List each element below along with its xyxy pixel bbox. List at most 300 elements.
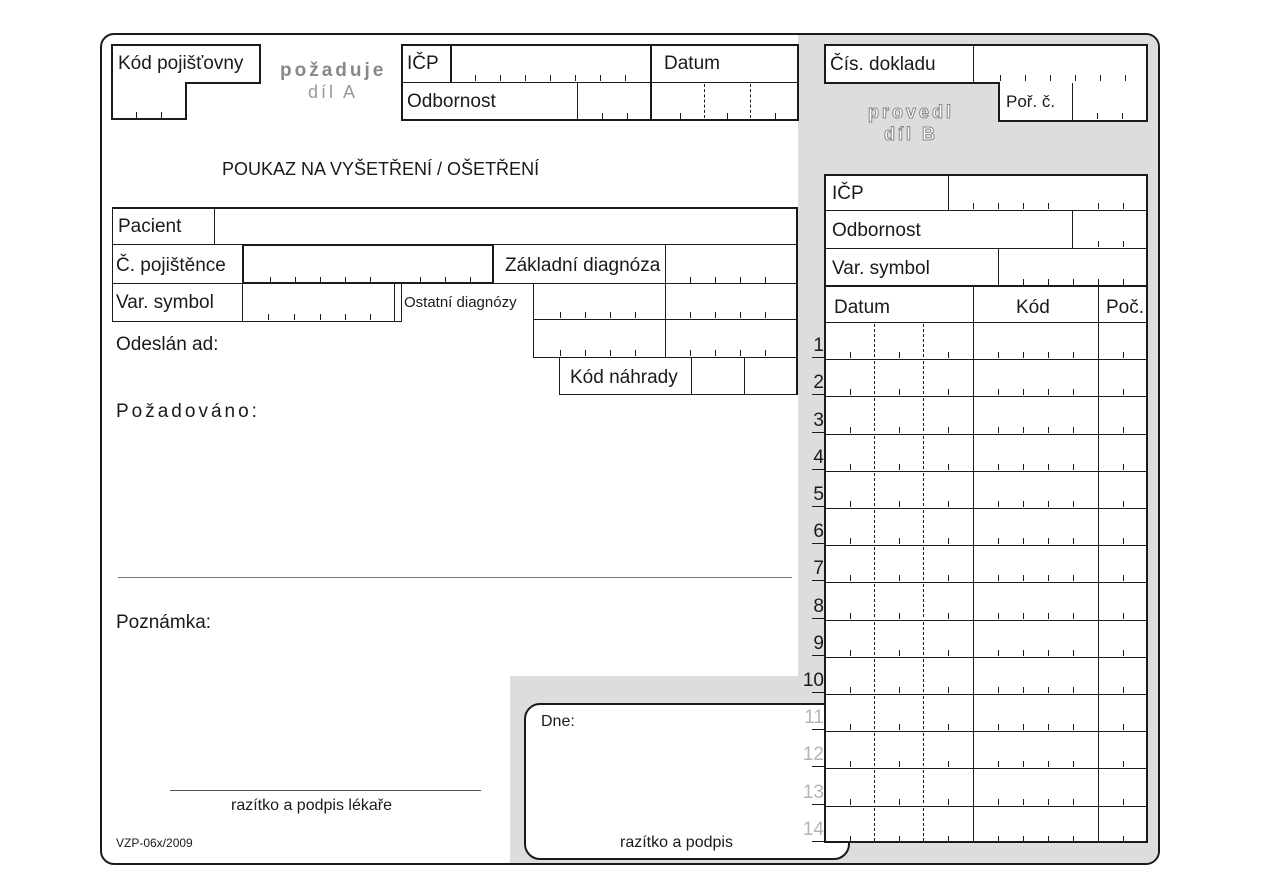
tick-mark — [740, 312, 741, 318]
tick-mark — [1023, 799, 1024, 805]
row-divider — [825, 731, 1147, 732]
tick-mark — [998, 724, 999, 730]
tick-mark — [635, 350, 636, 356]
tick-mark — [850, 575, 851, 581]
tick-mark — [602, 113, 603, 119]
tick-mark — [998, 761, 999, 767]
insured-number-label: Č. pojištěnce — [116, 255, 226, 276]
tick-mark — [320, 277, 321, 283]
tick-mark — [775, 113, 776, 119]
tick-mark — [1073, 724, 1074, 730]
divider — [214, 208, 215, 245]
tick-mark — [948, 427, 949, 433]
divider — [242, 284, 243, 321]
tick-mark — [1048, 836, 1049, 842]
tick-mark — [1048, 501, 1049, 507]
date-separator — [923, 696, 924, 729]
divider — [118, 577, 792, 578]
tick-mark — [1123, 575, 1124, 581]
tick-mark — [370, 277, 371, 283]
tick-mark — [850, 427, 851, 433]
patient-label: Pacient — [118, 216, 182, 237]
divider — [796, 207, 798, 395]
tick-mark — [899, 613, 900, 619]
date-separator — [923, 733, 924, 766]
icp-label: IČP — [407, 53, 439, 74]
tick-mark — [1048, 538, 1049, 544]
row-number: 14 — [802, 819, 824, 840]
tick-mark — [680, 113, 681, 119]
tick-mark — [1122, 113, 1123, 119]
date-separator — [874, 510, 875, 543]
tick-mark — [1123, 650, 1124, 656]
tick-mark — [610, 350, 611, 356]
date-separator — [874, 733, 875, 766]
tick-mark — [998, 799, 999, 805]
tick-mark — [715, 350, 716, 356]
tick-mark — [948, 724, 949, 730]
part-b-var-symbol-label: Var. symbol — [832, 258, 930, 279]
tick-mark — [1073, 352, 1074, 358]
divider — [559, 394, 797, 395]
tick-mark — [550, 75, 551, 81]
date-separator — [923, 808, 924, 841]
row-stub — [812, 394, 825, 395]
tick-mark — [1048, 389, 1049, 395]
tick-mark — [1048, 352, 1049, 358]
tick-mark — [1123, 464, 1124, 470]
sent-from-label: Odeslán ad: — [116, 334, 219, 355]
tick-mark — [1073, 687, 1074, 693]
insurer-code-field[interactable] — [111, 82, 187, 120]
tick-mark — [715, 277, 716, 283]
tick-mark — [1048, 761, 1049, 767]
tick-mark — [998, 352, 999, 358]
tick-mark — [850, 650, 851, 656]
tick-mark — [899, 650, 900, 656]
divider — [825, 248, 1147, 249]
row-number: 6 — [813, 521, 824, 542]
tick-mark — [998, 687, 999, 693]
tick-mark — [899, 538, 900, 544]
tick-mark — [627, 113, 628, 119]
tick-mark — [1098, 241, 1099, 247]
tick-mark — [560, 350, 561, 356]
tick-mark — [973, 203, 974, 209]
tick-mark — [1048, 613, 1049, 619]
tick-mark — [1025, 75, 1026, 81]
tick-mark — [899, 464, 900, 470]
row-divider — [825, 694, 1147, 695]
tick-mark — [1050, 75, 1051, 81]
tick-mark — [948, 389, 949, 395]
tick-mark — [1123, 427, 1124, 433]
date-separator — [874, 584, 875, 617]
divider — [533, 319, 797, 320]
row-number: 12 — [802, 744, 824, 765]
date-separator — [923, 436, 924, 469]
stamp-date-label: Dne: — [541, 713, 575, 730]
tick-mark — [899, 389, 900, 395]
tick-mark — [1023, 427, 1024, 433]
row-divider — [825, 657, 1147, 658]
row-divider — [825, 545, 1147, 546]
date-separator — [923, 361, 924, 394]
tick-mark — [1023, 203, 1024, 209]
tick-mark — [1048, 799, 1049, 805]
tick-mark — [1098, 279, 1099, 285]
divider — [533, 357, 797, 358]
tick-mark — [585, 312, 586, 318]
stamp-signature-label: razítko a podpis — [620, 834, 733, 851]
tick-mark — [1048, 279, 1049, 285]
part-b-label: díl B — [884, 124, 938, 144]
note-label: Poznámka: — [116, 612, 212, 633]
divider — [691, 358, 692, 395]
tick-mark — [948, 352, 949, 358]
divider — [704, 84, 705, 118]
tick-mark — [899, 575, 900, 581]
tick-mark — [765, 312, 766, 318]
tick-mark — [1123, 389, 1124, 395]
date-separator — [923, 659, 924, 692]
tick-mark — [1023, 389, 1024, 395]
divider — [1098, 286, 1099, 842]
tick-mark — [345, 277, 346, 283]
row-stub — [812, 618, 825, 619]
tick-mark — [345, 314, 346, 320]
tick-mark — [765, 350, 766, 356]
tick-mark — [899, 799, 900, 805]
tick-mark — [1123, 724, 1124, 730]
divider — [533, 284, 534, 358]
tick-mark — [1073, 613, 1074, 619]
divider — [744, 358, 745, 395]
date-separator — [923, 622, 924, 655]
tick-mark — [1023, 687, 1024, 693]
tick-mark — [998, 836, 999, 842]
row-stub — [812, 841, 825, 842]
tick-mark — [899, 427, 900, 433]
tick-mark — [585, 350, 586, 356]
date-separator — [923, 398, 924, 431]
row-number: 1 — [813, 335, 824, 356]
tick-mark — [475, 75, 476, 81]
date-separator — [923, 324, 924, 357]
tick-mark — [1075, 75, 1076, 81]
tick-mark — [1073, 761, 1074, 767]
row-divider — [825, 582, 1147, 583]
tick-mark — [1123, 279, 1124, 285]
tick-mark — [295, 277, 296, 283]
tick-mark — [161, 112, 162, 118]
tick-mark — [948, 538, 949, 544]
tick-mark — [850, 538, 851, 544]
insured-number-field[interactable] — [242, 244, 494, 284]
row-stub — [812, 469, 825, 470]
tick-mark — [899, 724, 900, 730]
divider — [450, 45, 452, 82]
tick-mark — [610, 312, 611, 318]
tick-mark — [1123, 352, 1124, 358]
row-number: 2 — [813, 372, 824, 393]
tick-mark — [690, 312, 691, 318]
row-stub — [812, 692, 825, 693]
tick-mark — [1023, 352, 1024, 358]
tick-mark — [948, 687, 949, 693]
tick-mark — [899, 352, 900, 358]
row-number: 11 — [804, 707, 824, 728]
tick-mark — [420, 277, 421, 283]
date-separator — [874, 473, 875, 506]
tick-mark — [948, 575, 949, 581]
tick-mark — [948, 799, 949, 805]
date-separator — [874, 547, 875, 580]
divider — [825, 210, 1147, 211]
divider — [973, 286, 974, 842]
tick-mark — [1073, 389, 1074, 395]
tick-mark — [1123, 203, 1124, 209]
tick-mark — [899, 836, 900, 842]
tick-mark — [948, 836, 949, 842]
tick-mark — [1123, 538, 1124, 544]
tick-mark — [850, 761, 851, 767]
specialty-label: Odbornost — [407, 91, 496, 112]
tick-mark — [850, 501, 851, 507]
row-divider — [825, 322, 1147, 323]
divider — [559, 358, 560, 395]
tick-mark — [899, 761, 900, 767]
date-separator — [874, 622, 875, 655]
tick-mark — [948, 761, 949, 767]
row-number: 13 — [802, 782, 824, 803]
tick-mark — [1123, 761, 1124, 767]
tick-mark — [445, 277, 446, 283]
doctor-signature-label: razítko a podpis lékaře — [231, 797, 392, 814]
tick-mark — [1123, 799, 1124, 805]
tick-mark — [600, 75, 601, 81]
tick-mark — [1048, 650, 1049, 656]
tick-mark — [899, 687, 900, 693]
tick-mark — [948, 464, 949, 470]
tick-mark — [1073, 799, 1074, 805]
tick-mark — [765, 277, 766, 283]
tick-mark — [1023, 613, 1024, 619]
tick-mark — [998, 575, 999, 581]
tick-mark — [998, 613, 999, 619]
row-stub — [812, 357, 825, 358]
row-divider — [825, 471, 1147, 472]
tick-mark — [1123, 613, 1124, 619]
var-symbol-label: Var. symbol — [116, 292, 214, 313]
tick-mark — [850, 799, 851, 805]
requested-label: Požadováno: — [116, 401, 260, 422]
row-divider — [825, 768, 1147, 769]
row-number: 8 — [813, 596, 824, 617]
tick-mark — [1000, 75, 1001, 81]
row-divider — [825, 434, 1147, 435]
compensation-code-label: Kód náhrady — [570, 367, 678, 388]
tick-mark — [1123, 836, 1124, 842]
tick-mark — [998, 538, 999, 544]
row-number: 10 — [802, 670, 824, 691]
tick-mark — [690, 350, 691, 356]
tick-mark — [998, 427, 999, 433]
divider — [948, 175, 949, 210]
tick-mark — [1048, 203, 1049, 209]
date-separator — [874, 324, 875, 357]
row-stub — [812, 766, 825, 767]
date-separator — [923, 510, 924, 543]
tick-mark — [948, 613, 949, 619]
tick-mark — [998, 389, 999, 395]
date-separator — [923, 584, 924, 617]
divider — [998, 249, 999, 286]
date-separator — [874, 361, 875, 394]
tick-mark — [1073, 427, 1074, 433]
date-separator — [923, 770, 924, 803]
divider — [650, 45, 652, 120]
tick-mark — [1073, 464, 1074, 470]
main-diagnosis-label: Základní diagnóza — [505, 255, 661, 276]
column-code: Kód — [1016, 297, 1050, 318]
tick-mark — [1125, 75, 1126, 81]
tick-mark — [635, 312, 636, 318]
date-separator — [923, 547, 924, 580]
tick-mark — [1048, 575, 1049, 581]
row-stub — [812, 580, 825, 581]
tick-mark — [525, 75, 526, 81]
divider — [402, 82, 798, 83]
tick-mark — [1023, 464, 1024, 470]
tick-mark — [850, 836, 851, 842]
tick-mark — [1023, 575, 1024, 581]
tick-mark — [998, 203, 999, 209]
tick-mark — [500, 75, 501, 81]
row-divider — [825, 359, 1147, 360]
divider — [112, 321, 402, 322]
sequence-label: Poř. č. — [1006, 92, 1056, 111]
divider — [401, 284, 402, 321]
tick-mark — [1098, 203, 1099, 209]
row-stub — [812, 543, 825, 544]
part-b-icp-label: IČP — [832, 183, 864, 204]
row-stub — [812, 506, 825, 507]
divider — [973, 45, 974, 83]
part-b-specialty-label: Odbornost — [832, 220, 921, 241]
tick-mark — [899, 501, 900, 507]
row-number: 9 — [813, 633, 824, 654]
row-divider — [825, 806, 1147, 807]
tick-mark — [1023, 650, 1024, 656]
date-separator — [874, 436, 875, 469]
divider — [750, 84, 751, 118]
form-code: VZP-06x/2009 — [116, 836, 193, 850]
tick-mark — [1073, 836, 1074, 842]
tick-mark — [1123, 501, 1124, 507]
document-number-label: Čís. dokladu — [830, 54, 936, 75]
tick-mark — [1073, 501, 1074, 507]
tick-mark — [136, 112, 137, 118]
tick-mark — [1073, 279, 1074, 285]
row-number: 4 — [813, 447, 824, 468]
tick-mark — [727, 113, 728, 119]
tick-mark — [1073, 538, 1074, 544]
tick-mark — [690, 277, 691, 283]
tick-mark — [850, 352, 851, 358]
tick-mark — [1073, 575, 1074, 581]
tick-mark — [294, 314, 295, 320]
part-a-label: díl A — [308, 82, 359, 102]
tick-mark — [1048, 464, 1049, 470]
divider — [112, 208, 113, 321]
tick-mark — [1073, 650, 1074, 656]
row-stub — [812, 655, 825, 656]
tick-mark — [1023, 724, 1024, 730]
insurer-code-label: Kód pojišťovny — [118, 53, 244, 74]
tick-mark — [1023, 279, 1024, 285]
tick-mark — [1023, 501, 1024, 507]
date-separator — [874, 398, 875, 431]
tick-mark — [1097, 113, 1098, 119]
tick-mark — [270, 277, 271, 283]
date-label: Datum — [664, 53, 720, 74]
performed-label: provedl — [868, 102, 955, 122]
date-separator — [874, 659, 875, 692]
tick-mark — [850, 724, 851, 730]
tick-mark — [850, 389, 851, 395]
tick-mark — [740, 277, 741, 283]
column-date: Datum — [834, 297, 890, 318]
row-stub — [812, 804, 825, 805]
tick-mark — [948, 501, 949, 507]
tick-mark — [1048, 427, 1049, 433]
tick-mark — [1023, 538, 1024, 544]
divider — [170, 790, 481, 791]
tick-mark — [1123, 241, 1124, 247]
tick-mark — [470, 277, 471, 283]
divider — [577, 83, 578, 120]
tick-mark — [320, 314, 321, 320]
tick-mark — [575, 75, 576, 81]
divider — [665, 245, 666, 358]
row-divider — [825, 508, 1147, 509]
tick-mark — [998, 464, 999, 470]
tick-mark — [1048, 724, 1049, 730]
tick-mark — [560, 312, 561, 318]
divider — [394, 284, 395, 321]
tick-mark — [1023, 836, 1024, 842]
row-number: 3 — [813, 410, 824, 431]
row-divider — [825, 396, 1147, 397]
tick-mark — [1048, 687, 1049, 693]
tick-mark — [715, 312, 716, 318]
tick-mark — [948, 650, 949, 656]
divider — [1072, 83, 1073, 121]
requests-label: požaduje — [280, 60, 387, 81]
date-separator — [874, 696, 875, 729]
tick-mark — [850, 464, 851, 470]
tick-mark — [850, 613, 851, 619]
row-number: 7 — [813, 558, 824, 579]
row-stub — [812, 432, 825, 433]
date-separator — [874, 770, 875, 803]
tick-mark — [370, 314, 371, 320]
tick-mark — [740, 350, 741, 356]
row-number: 5 — [813, 484, 824, 505]
tick-mark — [625, 75, 626, 81]
column-count: Poč. — [1106, 297, 1145, 318]
